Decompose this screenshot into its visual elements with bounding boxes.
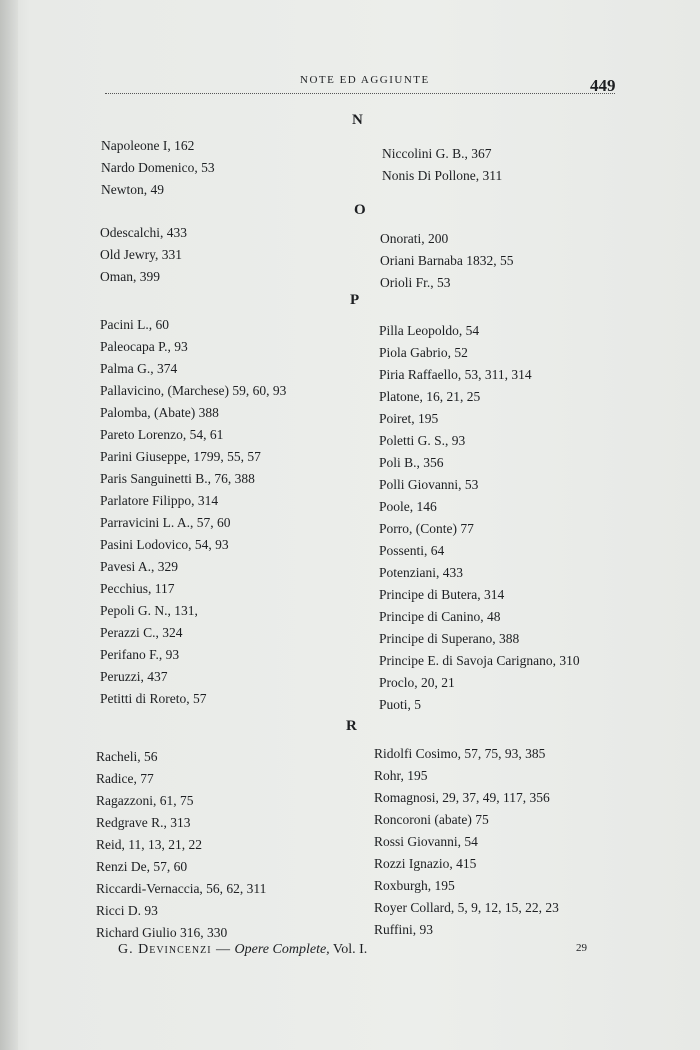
footer-volume: Vol. I. xyxy=(332,942,368,957)
index-entry: Pepoli G. N., 131, xyxy=(100,603,198,618)
index-entry: Pilla Leopoldo, 54 xyxy=(379,323,480,338)
section-letter-r: R xyxy=(346,718,358,734)
index-entry: Odescalchi, 433 xyxy=(100,225,187,240)
index-column-r-left xyxy=(96,746,266,944)
index-entry: Ruffini, 93 xyxy=(374,922,434,937)
index-entry: Racheli, 56 xyxy=(96,749,158,764)
index-column-n-right xyxy=(382,143,502,187)
index-column-p-left xyxy=(100,314,286,710)
index-entry: Possenti, 64 xyxy=(379,543,445,558)
index-entry: Parini Giuseppe, 1799, 55, 57 xyxy=(100,449,261,464)
index-entry: Principe E. di Savoja Carignano, 310 xyxy=(379,653,580,668)
index-entry: Nardo Domenico, 53 xyxy=(101,160,215,175)
index-entry: Rossi Giovanni, 54 xyxy=(374,834,478,849)
index-entry: Piola Gabrio, 52 xyxy=(379,345,468,360)
index-entry: Oriani Barnaba 1832, 55 xyxy=(380,253,514,268)
index-entry: Poiret, 195 xyxy=(379,411,439,426)
index-entry: Nonis Di Pollone, 311 xyxy=(382,168,503,183)
index-column-o-left xyxy=(100,222,187,288)
index-entry: Reid, 11, 13, 21, 22 xyxy=(96,837,202,852)
footer-author: G. Devincenzi — xyxy=(118,942,232,957)
index-entry: Pacini L., 60 xyxy=(100,317,169,332)
header-rule xyxy=(105,93,615,94)
page-gutter xyxy=(0,0,18,1050)
index-entry: Roxburgh, 195 xyxy=(374,878,455,893)
index-column-o-right xyxy=(380,228,513,294)
section-letter-n: N xyxy=(352,112,364,128)
index-entry: Roncoroni (abate) 75 xyxy=(374,812,489,827)
section-letter-o: O xyxy=(354,202,367,218)
index-entry: Oman, 399 xyxy=(100,269,160,284)
page-number: 449 xyxy=(590,76,616,95)
index-entry: Rohr, 195 xyxy=(374,768,428,783)
index-column-p-right xyxy=(379,320,580,716)
index-entry: Niccolini G. B., 367 xyxy=(382,146,492,161)
running-head: NOTE ED AGGIUNTE xyxy=(300,74,430,86)
footer-citation xyxy=(118,942,367,958)
index-entry: Principe di Butera, 314 xyxy=(379,587,505,602)
index-entry: Romagnosi, 29, 37, 49, 117, 356 xyxy=(374,790,550,805)
index-entry: Puoti, 5 xyxy=(379,697,422,712)
index-entry: Orioli Fr., 53 xyxy=(380,275,451,290)
index-entry: Platone, 16, 21, 25 xyxy=(379,389,481,404)
index-entry: Paleocapa P., 93 xyxy=(100,339,188,354)
index-entry: Pasini Lodovico, 54, 93 xyxy=(100,537,229,552)
index-entry: Renzi De, 57, 60 xyxy=(96,859,188,874)
index-entry: Polli Giovanni, 53 xyxy=(379,477,479,492)
index-entry: Poli B., 356 xyxy=(379,455,444,470)
index-entry: Principe di Superano, 388 xyxy=(379,631,520,646)
index-entry: Pareto Lorenzo, 54, 61 xyxy=(100,427,224,442)
index-entry: Petitti di Roreto, 57 xyxy=(100,691,207,706)
index-entry: Onorati, 200 xyxy=(380,231,449,246)
index-entry: Pallavicino, (Marchese) 59, 60, 93 xyxy=(100,383,287,398)
index-entry: Parravicini L. A., 57, 60 xyxy=(100,515,231,530)
index-entry: Pavesi A., 329 xyxy=(100,559,179,574)
index-entry: Richard Giulio 316, 330 xyxy=(96,925,228,940)
index-entry: Palomba, (Abate) 388 xyxy=(100,405,219,420)
index-entry: Perifano F., 93 xyxy=(100,647,180,662)
index-entry: Ridolfi Cosimo, 57, 75, 93, 385 xyxy=(374,746,546,761)
index-entry: Pecchius, 117 xyxy=(100,581,175,596)
index-entry: Old Jewry, 331 xyxy=(100,247,182,262)
index-entry: Napoleone I, 162 xyxy=(101,138,195,153)
index-entry: Perazzi C., 324 xyxy=(100,625,183,640)
index-entry: Redgrave R., 313 xyxy=(96,815,191,830)
index-entry: Poletti G. S., 93 xyxy=(379,433,466,448)
index-entry: Palma G., 374 xyxy=(100,361,178,376)
index-column-n-left xyxy=(101,135,215,201)
index-entry: Rozzi Ignazio, 415 xyxy=(374,856,477,871)
index-entry: Ragazzoni, 61, 75 xyxy=(96,793,194,808)
index-entry: Piria Raffaello, 53, 311, 314 xyxy=(379,367,532,382)
index-entry: Ricci D. 93 xyxy=(96,903,158,918)
index-entry: Proclo, 20, 21 xyxy=(379,675,455,690)
index-entry: Poole, 146 xyxy=(379,499,437,514)
index-entry: Riccardi-Vernaccia, 56, 62, 311 xyxy=(96,881,267,896)
footer-work-title: Opere Complete, xyxy=(234,942,330,957)
index-entry: Peruzzi, 437 xyxy=(100,669,168,684)
index-entry: Paris Sanguinetti B., 76, 388 xyxy=(100,471,255,486)
index-entry: Porro, (Conte) 77 xyxy=(379,521,474,536)
index-entry: Potenziani, 433 xyxy=(379,565,463,580)
index-entry: Principe di Canino, 48 xyxy=(379,609,501,624)
index-entry: Parlatore Filippo, 314 xyxy=(100,493,219,508)
index-column-r-right xyxy=(374,743,559,941)
signature-mark: 29 xyxy=(576,942,587,954)
section-letter-p: P xyxy=(350,292,361,308)
index-entry: Newton, 49 xyxy=(101,182,164,197)
index-entry: Radice, 77 xyxy=(96,771,154,786)
index-entry: Royer Collard, 5, 9, 12, 15, 22, 23 xyxy=(374,900,559,915)
